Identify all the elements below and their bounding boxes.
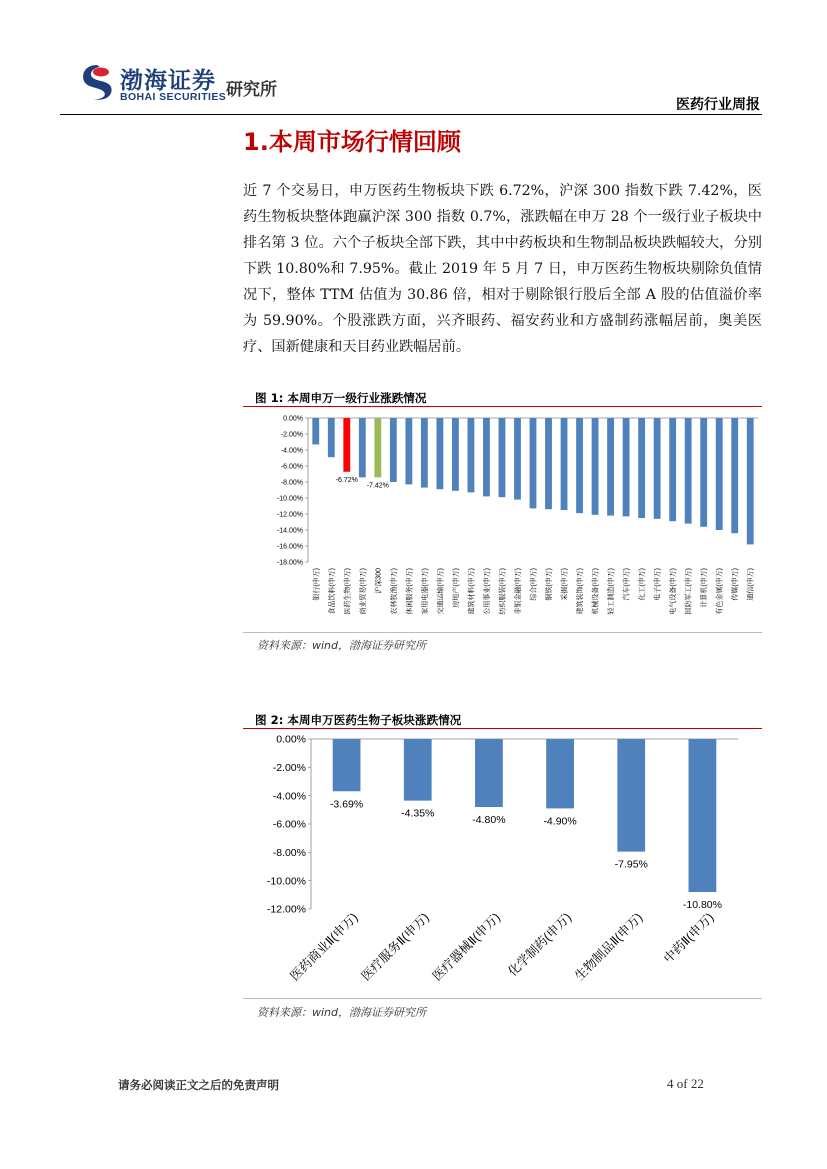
x-tick-label: 化工(申万) bbox=[639, 568, 647, 601]
x-tick-label: 电气设备(申万) bbox=[670, 568, 678, 615]
bar bbox=[328, 418, 335, 457]
y-tick-label: -18.00% bbox=[276, 559, 303, 567]
data-label: -3.69% bbox=[329, 798, 364, 811]
x-tick-label: 纺织服装(申万) bbox=[499, 568, 507, 615]
bar bbox=[576, 418, 583, 513]
y-tick-label: -12.00% bbox=[266, 903, 306, 916]
x-tick-label: 生物制品Ⅱ(申万) bbox=[572, 910, 646, 984]
bar bbox=[716, 418, 723, 530]
bar bbox=[499, 418, 506, 497]
x-tick-label: 非银金融(申万) bbox=[514, 568, 522, 615]
header-divider bbox=[60, 114, 762, 115]
x-tick-label: 传媒(申万) bbox=[732, 568, 740, 601]
x-tick-label: 农林牧渔(申万) bbox=[390, 568, 398, 615]
bar bbox=[638, 418, 645, 518]
y-tick-label: 0.00% bbox=[283, 415, 303, 423]
figure1-bottom-rule bbox=[243, 632, 762, 633]
bar bbox=[731, 418, 738, 533]
bar bbox=[468, 418, 475, 492]
x-tick-label: 医药商业Ⅱ(申万) bbox=[287, 910, 361, 984]
figure2-title: 图 2: 本周申万医药生物子板块涨跌情况 bbox=[255, 713, 462, 727]
x-tick-label: 建筑装饰(申万) bbox=[577, 568, 585, 615]
data-label: -4.80% bbox=[472, 814, 506, 826]
x-tick-label: 机械设备(申万) bbox=[592, 568, 600, 615]
y-tick-label: 0.00% bbox=[276, 733, 306, 746]
company-logo-icon bbox=[78, 62, 116, 102]
x-tick-label: 国防军工(申万) bbox=[685, 568, 693, 615]
bar bbox=[747, 418, 754, 544]
footer-disclaimer: 请务必阅读正文之后的免责声明 bbox=[118, 1078, 279, 1092]
x-tick-label: 化学制药(申万) bbox=[505, 910, 575, 980]
bar bbox=[623, 418, 630, 516]
bar bbox=[669, 418, 676, 521]
y-tick-label: -10.00% bbox=[266, 875, 306, 888]
y-tick-label: -8.00% bbox=[272, 847, 306, 860]
x-tick-label: 采掘(申万) bbox=[561, 568, 569, 601]
data-label: -4.35% bbox=[401, 807, 435, 820]
bar bbox=[333, 739, 361, 791]
y-tick-label: -2.00% bbox=[280, 431, 303, 439]
bar bbox=[452, 418, 459, 491]
y-tick-label: -14.00% bbox=[276, 527, 303, 535]
x-tick-label: 通信(申万) bbox=[747, 568, 755, 601]
section-title: 1.本周市场行情回顾 bbox=[243, 128, 461, 156]
y-tick-label: -12.00% bbox=[276, 511, 303, 519]
figure1-title: 图 1: 本周申万一级行业涨跌情况 bbox=[255, 391, 427, 405]
x-tick-label: 中药Ⅱ(申万) bbox=[661, 910, 717, 966]
figure2-source: 资料来源：wind，渤海证券研究所 bbox=[257, 1006, 427, 1019]
bar bbox=[404, 739, 432, 801]
bar bbox=[607, 418, 614, 516]
bar bbox=[617, 739, 645, 852]
data-label: -7.42% bbox=[366, 482, 389, 490]
x-tick-label: 商业贸易(申万) bbox=[359, 568, 367, 615]
y-tick-label: -10.00% bbox=[276, 495, 303, 503]
y-tick-label: -16.00% bbox=[276, 543, 303, 551]
bar bbox=[343, 418, 350, 472]
x-tick-label: 有色金属(申万) bbox=[716, 568, 724, 615]
company-name-en: BOHAI SECURITIES bbox=[120, 91, 227, 103]
data-label: -6.72% bbox=[335, 476, 358, 484]
bar bbox=[530, 418, 537, 508]
x-tick-label: 沪深300 bbox=[375, 568, 383, 594]
x-tick-label: 公用事业(申万) bbox=[483, 568, 491, 615]
bar bbox=[359, 418, 366, 477]
bar bbox=[421, 418, 428, 488]
figure2-bottom-rule bbox=[243, 998, 762, 999]
x-tick-label: 计算机(申万) bbox=[701, 568, 709, 608]
y-tick-label: -4.00% bbox=[272, 790, 306, 803]
y-tick-label: -4.00% bbox=[280, 447, 303, 455]
x-tick-label: 电子(申万) bbox=[654, 568, 662, 601]
bar bbox=[483, 418, 490, 496]
x-tick-label: 银行(申万) bbox=[313, 568, 321, 601]
x-tick-label: 房地产(申万) bbox=[452, 568, 460, 608]
page-number: 4 of 22 bbox=[667, 1076, 704, 1091]
data-label: -7.95% bbox=[614, 858, 648, 871]
x-tick-label: 食品饮料(申万) bbox=[328, 568, 336, 615]
bar bbox=[374, 418, 381, 477]
bar bbox=[312, 418, 319, 444]
institute-label: 研究所 bbox=[226, 80, 277, 100]
x-tick-label: 医疗服务Ⅱ(申万) bbox=[358, 910, 432, 984]
bar bbox=[689, 739, 717, 892]
bar bbox=[545, 418, 552, 509]
x-tick-label: 汽车(申万) bbox=[623, 568, 631, 601]
data-label: -4.90% bbox=[543, 815, 577, 828]
company-name-cn: 渤海证券 bbox=[120, 67, 216, 94]
x-tick-label: 钢铁(申万) bbox=[546, 568, 554, 601]
bar bbox=[390, 418, 397, 482]
report-type: 医药行业周报 bbox=[676, 97, 760, 113]
y-tick-label: -8.00% bbox=[280, 479, 303, 487]
x-tick-label: 轻工制造(申万) bbox=[608, 568, 616, 615]
figure1-source: 资料来源：wind，渤海证券研究所 bbox=[257, 639, 427, 652]
y-tick-label: -6.00% bbox=[272, 818, 306, 831]
figure2-chart bbox=[243, 729, 762, 997]
bar bbox=[546, 739, 574, 808]
figure1-chart bbox=[243, 407, 762, 632]
bar bbox=[436, 418, 443, 489]
x-tick-label: 建筑材料(申万) bbox=[468, 568, 476, 615]
bar bbox=[475, 739, 503, 807]
x-tick-label: 医药生物(申万) bbox=[344, 568, 352, 615]
y-tick-label: -6.00% bbox=[280, 463, 303, 471]
bar bbox=[405, 418, 412, 484]
x-tick-label: 交通运输(申万) bbox=[437, 568, 445, 615]
bar bbox=[700, 418, 707, 527]
bar bbox=[685, 418, 692, 524]
bar bbox=[654, 418, 661, 519]
data-label: -10.80% bbox=[682, 899, 722, 911]
x-tick-label: 家用电器(申万) bbox=[421, 568, 429, 615]
y-tick-label: -2.00% bbox=[272, 762, 306, 775]
x-tick-label: 医疗器械Ⅱ(申万) bbox=[429, 910, 504, 984]
x-tick-label: 综合(申万) bbox=[530, 568, 538, 601]
bar bbox=[561, 418, 568, 510]
body-paragraph: 近 7 个交易日，申万医药生物板块下跌 6.72%，沪深 300 指数下跌 7.42%，医药生物板块整体跑赢沪深 300 指数 0.7%，涨跌幅在申万 28 个一级行业子板块中排名第 3 位。六个子板块全部下跌，其中中药板块和生物制品板块跌幅较大，分别下跌 10.80%和 7.95%。截止 2019 年 5 月 7 日，申万医药生物板块剔除负值情况下，整体 TTM 估值为 30.86 倍，相对于剔除银行股后全部 A 股的估值溢价率为 59.90%。个股涨跌方面，兴齐眼药、福安药业和方盛制药涨幅居前，奥美医疗、国新健康和天目药业跌幅居前。 bbox=[243, 183, 762, 355]
x-tick-label: 休闲服务(申万) bbox=[406, 568, 414, 615]
bar bbox=[592, 418, 599, 515]
bar bbox=[514, 418, 521, 500]
